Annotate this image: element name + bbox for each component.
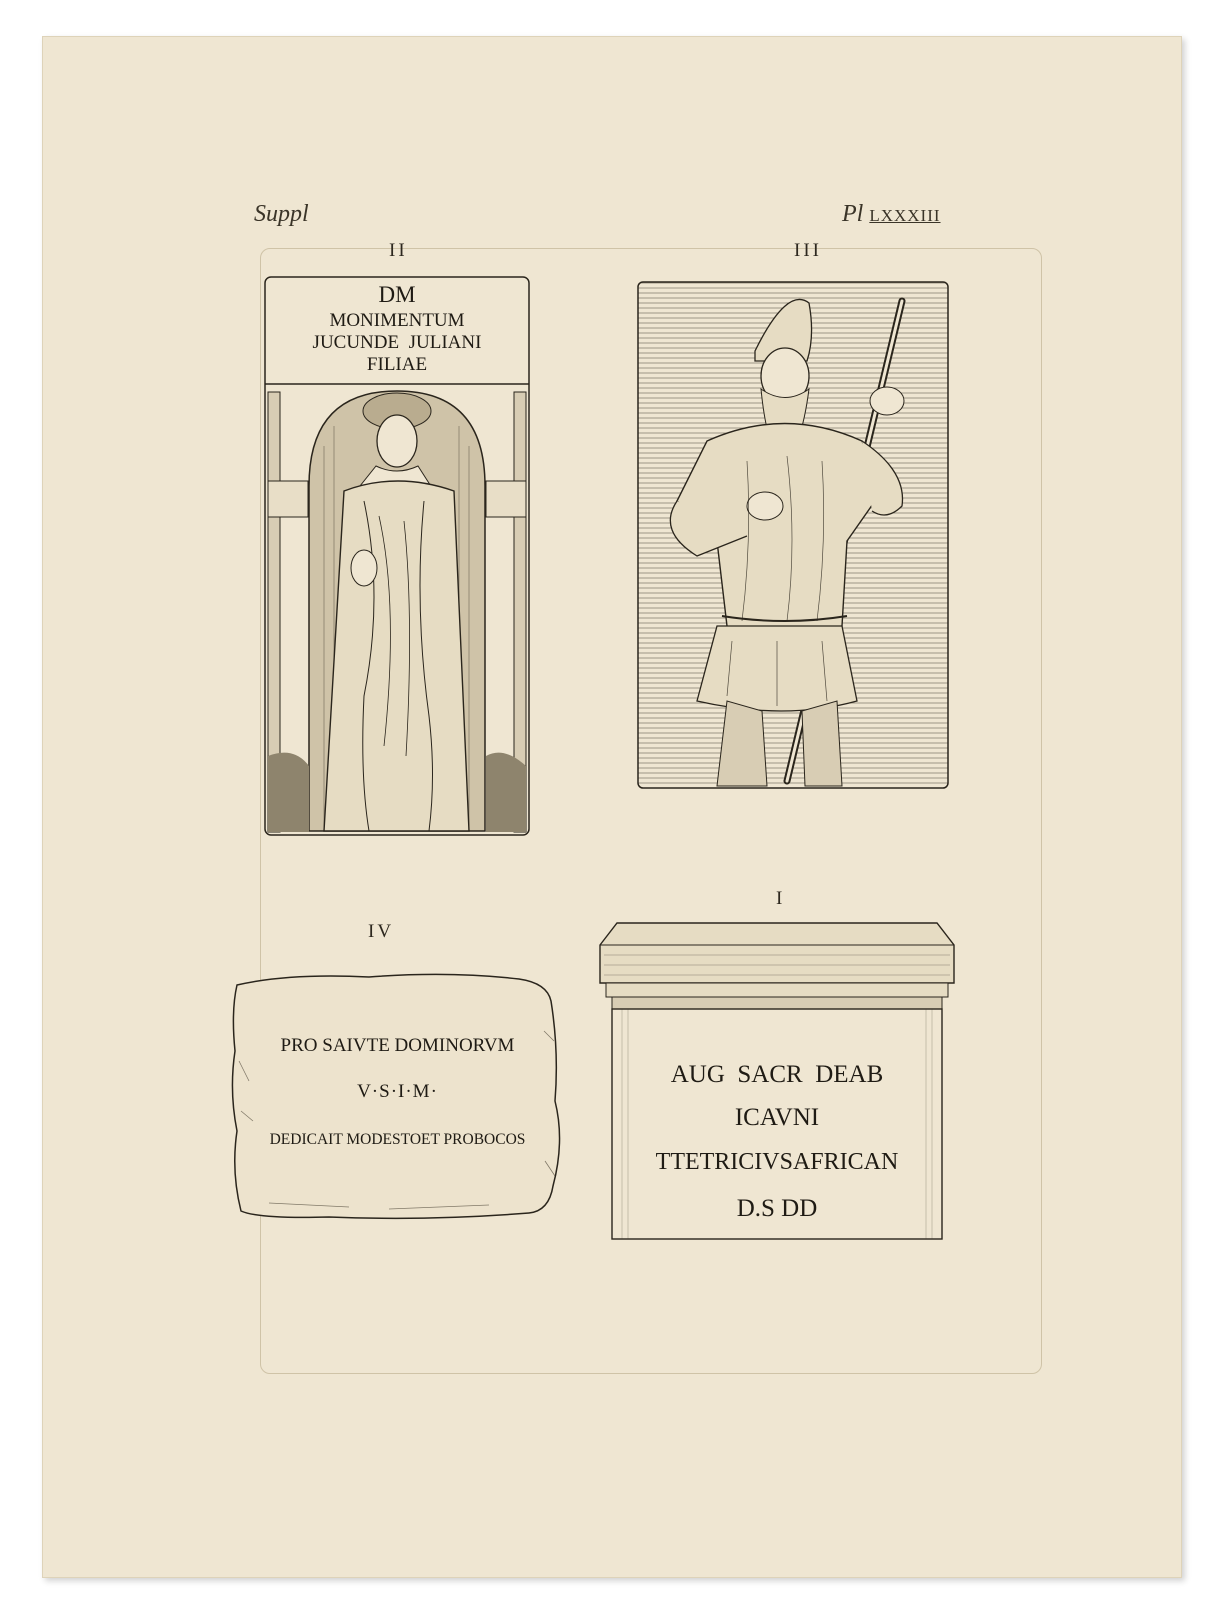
figure-4-inscribed-stone: [229, 971, 566, 1223]
stele-inscription-line-4: FILIAE: [366, 354, 428, 375]
altar-inscription-line-4: D.S DD: [736, 1195, 818, 1222]
stone-inscription-line-3: DEDICAIT MODESTOET PROBOCOS: [269, 1131, 526, 1148]
figure-1-numeral: I: [776, 888, 786, 909]
figure-4-numeral: IV: [368, 921, 395, 942]
figure-3-relief: [637, 281, 949, 789]
altar-inscription-line-3: TTETRICIVSAFRICAN: [655, 1149, 899, 1175]
stele-inscription-line-2: MONIMENTUM: [329, 310, 465, 331]
figure-2-stele: [264, 276, 530, 836]
plate-prefix: Pl: [842, 201, 864, 227]
supplement-label: Suppl: [254, 201, 309, 227]
plate-number: LXXXIII: [869, 206, 941, 225]
altar-inscription-line-1: AUG SACR DEAB: [670, 1061, 884, 1088]
stele-inscription-line-1: DM: [378, 282, 416, 307]
stele-inscription-line-3: JUCUNDE JULIANI: [312, 332, 482, 353]
altar-inscription-line-2: ICAVNI: [734, 1104, 820, 1131]
stone-inscription-line-1: PRO SAIVTE DOMINORVM: [280, 1035, 515, 1056]
figure-3-numeral: III: [794, 240, 822, 261]
plate-label: [842, 201, 941, 228]
figure-2-numeral: II: [389, 240, 408, 261]
bearded-man-with-staff-illustration: [637, 281, 949, 789]
figure-1-altar: [592, 921, 962, 1243]
stone-inscription-line-2: V·S·I·M·: [357, 1081, 438, 1102]
engraving-sheet: [42, 36, 1182, 1578]
